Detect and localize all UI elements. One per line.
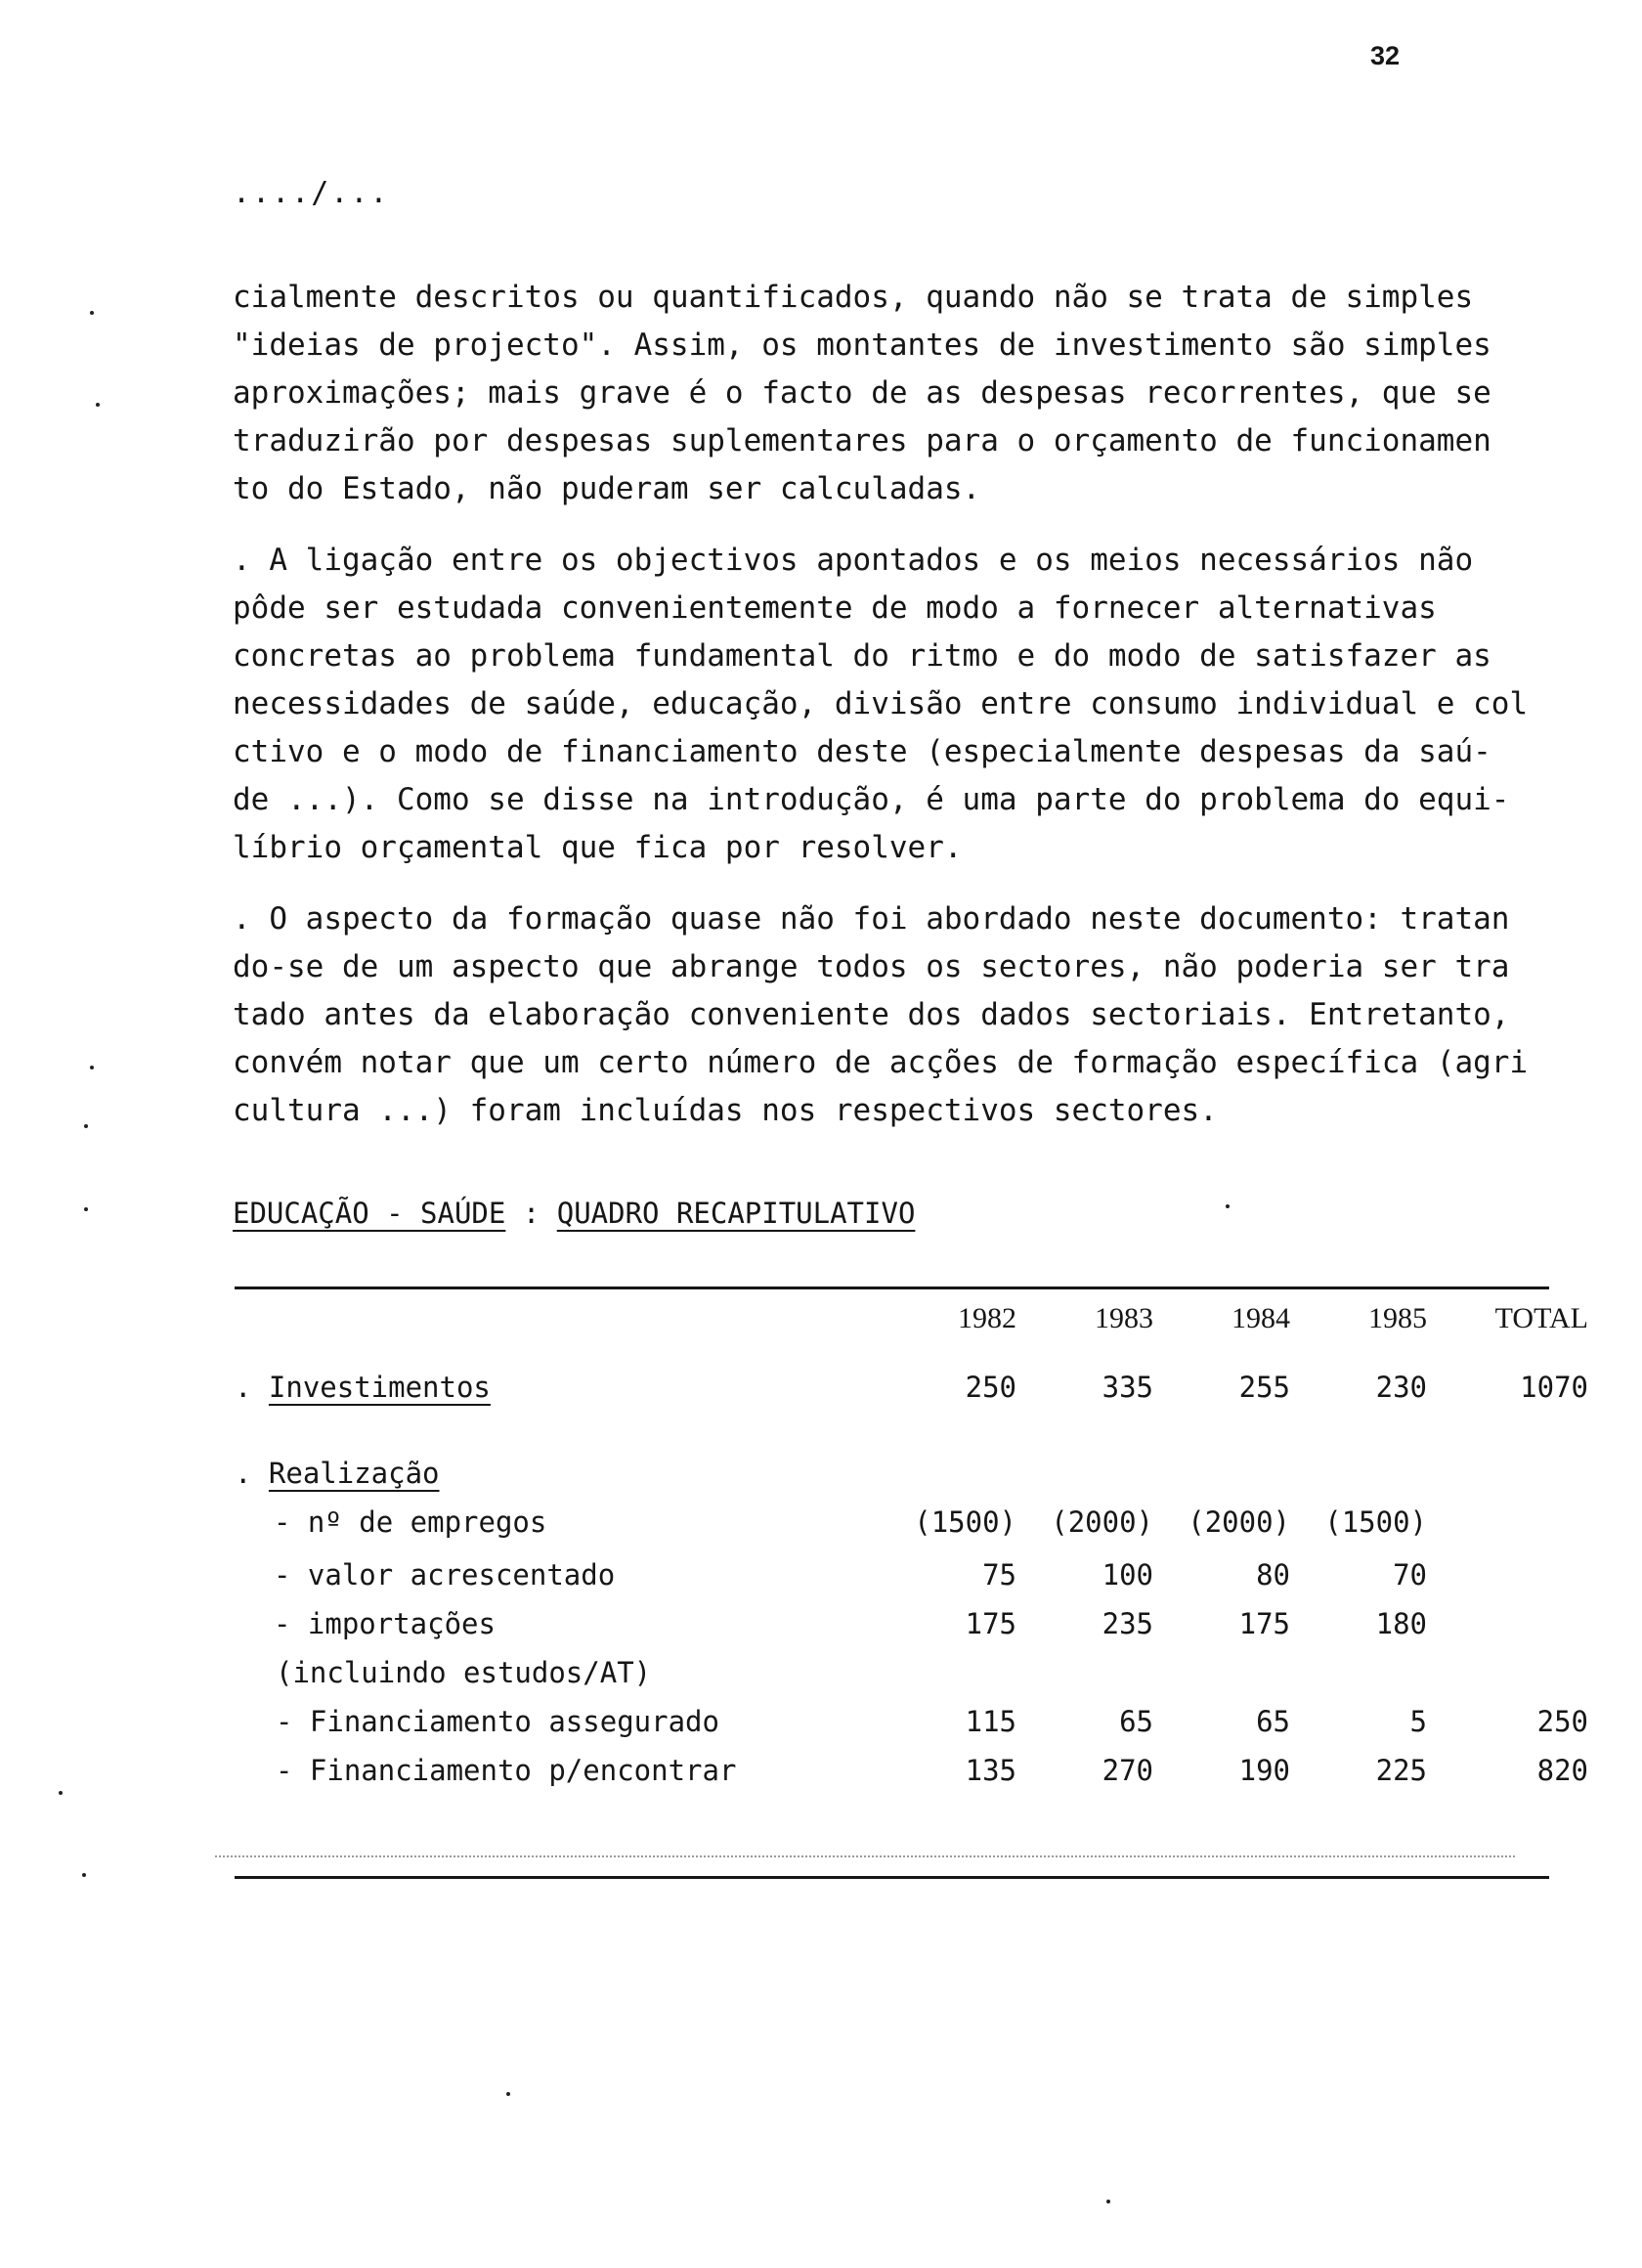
cell-value: (1500) bbox=[1324, 1505, 1427, 1539]
text-line: ctivo e o modo de financiamento deste (especialmente despesas da saú- bbox=[233, 734, 1491, 769]
text-line: do-se de um aspecto que abrange todos os sectores, não poderia ser tra bbox=[233, 949, 1510, 984]
cell-value: 175 bbox=[965, 1607, 1016, 1640]
text-line: necessidades de saúde, educação, divisão entre consumo individual e col bbox=[233, 686, 1529, 721]
text-line: aproximações; mais grave é o facto de as despesas recorrentes, que se bbox=[233, 375, 1491, 411]
row-label: - Financiamento assegurado bbox=[276, 1705, 719, 1738]
scan-speck bbox=[1226, 1204, 1230, 1208]
paragraph-costs bbox=[233, 274, 1601, 513]
scan-speck bbox=[84, 1207, 88, 1211]
table-title-part1: EDUCAÇÃO - SAÚDE bbox=[233, 1197, 506, 1230]
row-label: (incluindo estudos/AT) bbox=[276, 1656, 652, 1689]
cell-value: 225 bbox=[1375, 1754, 1427, 1787]
text-line: pôde ser estudada convenientemente de modo a fornecer alternativas bbox=[233, 590, 1437, 626]
table-row bbox=[235, 1505, 1549, 1558]
cell-value: 65 bbox=[1119, 1705, 1153, 1738]
text-line: traduzirão por despesas suplementares para o orçamento de funcionamen bbox=[233, 423, 1491, 458]
row-label: - importações bbox=[274, 1607, 496, 1640]
cell-value: 175 bbox=[1238, 1607, 1290, 1640]
cell-value: (2000) bbox=[1188, 1505, 1290, 1539]
cell-value: (2000) bbox=[1051, 1505, 1153, 1539]
row-label bbox=[235, 1457, 440, 1490]
table-dotted-rule bbox=[215, 1855, 1515, 1857]
text-line: convém notar que um certo número de acções de formação específica (agri bbox=[233, 1045, 1529, 1080]
row-label: - Financiamento p/encontrar bbox=[276, 1754, 737, 1787]
body-text bbox=[233, 274, 1601, 1135]
row-label bbox=[235, 1371, 491, 1404]
cell-value: 250 bbox=[1536, 1705, 1588, 1738]
scan-speck bbox=[90, 1066, 94, 1069]
row-label: - valor acrescentado bbox=[274, 1558, 616, 1592]
table-title bbox=[233, 1197, 915, 1230]
cell-value: 180 bbox=[1375, 1607, 1427, 1640]
row-label: - nº de empregos bbox=[274, 1505, 547, 1539]
cell-value: 250 bbox=[965, 1371, 1016, 1404]
cell-value: 115 bbox=[965, 1705, 1016, 1738]
text-line: tado antes da elaboração conveniente dos dados sectoriais. Entretanto, bbox=[233, 997, 1510, 1032]
cell-value: 820 bbox=[1536, 1754, 1588, 1787]
row-label-text: Investimentos bbox=[268, 1371, 491, 1404]
text-line: concretas ao problema fundamental do ritmo e do modo de satisfazer as bbox=[233, 638, 1491, 674]
table-row bbox=[235, 1371, 1588, 1419]
cell-value: 65 bbox=[1256, 1705, 1290, 1738]
text-line: cialmente descritos ou quantificados, quando não se trata de simples bbox=[233, 280, 1474, 315]
cell-value: 255 bbox=[1238, 1371, 1290, 1404]
cell-value: (1500) bbox=[914, 1505, 1016, 1539]
cell-value: 5 bbox=[1409, 1705, 1427, 1738]
scan-speck bbox=[82, 1873, 86, 1877]
cell-value: 75 bbox=[982, 1558, 1016, 1592]
table-row bbox=[235, 1607, 1549, 1656]
text-line: cultura ...) foram incluídas nos respectivos sectores. bbox=[233, 1093, 1218, 1128]
cell-value: 100 bbox=[1102, 1558, 1153, 1592]
table-bottom-rule bbox=[235, 1876, 1549, 1879]
cell-value: 270 bbox=[1102, 1754, 1153, 1787]
text-line: de ...). Como se disse na introdução, é uma parte do problema do equi- bbox=[233, 782, 1510, 817]
text-line: "ideias de projecto". Assim, os montantes de investimento são simples bbox=[233, 327, 1491, 363]
scan-speck bbox=[506, 2092, 510, 2096]
header-1982: 1982 bbox=[958, 1302, 1016, 1334]
header-1985: 1985 bbox=[1368, 1302, 1427, 1334]
table-spacer bbox=[235, 1419, 1549, 1457]
cell-value: 70 bbox=[1393, 1558, 1427, 1592]
table-header-row bbox=[235, 1288, 1588, 1371]
row-bullet: . bbox=[235, 1457, 269, 1490]
cell-value: 80 bbox=[1256, 1558, 1290, 1592]
cell-value: 335 bbox=[1102, 1371, 1153, 1404]
text-line: líbrio orçamental que fica por resolver. bbox=[233, 830, 963, 865]
paragraph-training bbox=[233, 895, 1601, 1135]
continuation-marker: ..../... bbox=[233, 176, 390, 210]
row-bullet: . bbox=[235, 1371, 269, 1404]
table-title-separator: : bbox=[505, 1197, 557, 1230]
header-1983: 1983 bbox=[1095, 1302, 1153, 1334]
paragraph-objectives bbox=[233, 537, 1601, 872]
header-1984: 1984 bbox=[1232, 1302, 1290, 1334]
scan-speck bbox=[90, 311, 94, 315]
cell-value: 190 bbox=[1238, 1754, 1290, 1787]
table-row bbox=[235, 1754, 1588, 1803]
text-line: to do Estado, não puderam ser calculadas. bbox=[233, 471, 981, 506]
row-label-text: Realização bbox=[268, 1457, 440, 1490]
cell-value: 135 bbox=[965, 1754, 1016, 1787]
text-line: . A ligação entre os objectivos apontados e os meios necessários não bbox=[233, 543, 1474, 578]
header-total: TOTAL bbox=[1494, 1302, 1588, 1334]
scan-speck bbox=[1106, 2200, 1110, 2203]
cell-value: 235 bbox=[1102, 1607, 1153, 1640]
table-row bbox=[235, 1656, 1549, 1705]
cell-value: 1070 bbox=[1520, 1371, 1588, 1404]
text-line: . O aspecto da formação quase não foi abordado neste documento: tratan bbox=[233, 901, 1510, 937]
table-title-part2: QUADRO RECAPITULATIVO bbox=[556, 1197, 916, 1230]
scan-speck bbox=[84, 1124, 88, 1128]
scan-speck bbox=[59, 1791, 63, 1795]
table-row bbox=[235, 1457, 1549, 1505]
cell-value: 230 bbox=[1375, 1371, 1427, 1404]
table-row bbox=[235, 1558, 1549, 1607]
table-row bbox=[235, 1705, 1588, 1754]
page-number: 32 bbox=[1370, 41, 1401, 70]
summary-table bbox=[235, 1288, 1588, 1803]
scan-speck bbox=[96, 403, 100, 407]
